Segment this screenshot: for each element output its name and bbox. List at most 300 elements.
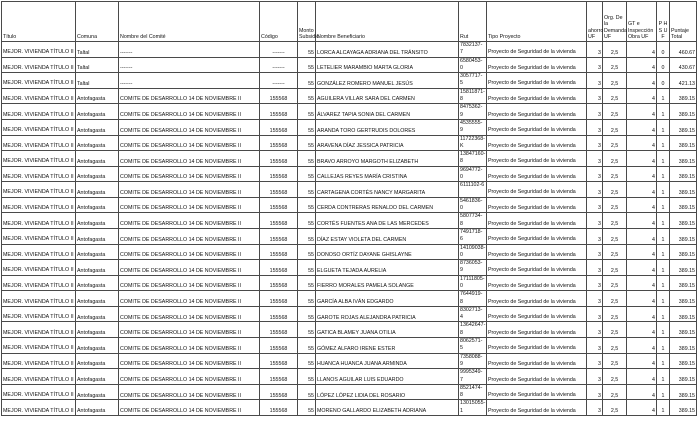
cell-rut: 13847160-8 xyxy=(460,151,486,165)
cell-org: 2,5 xyxy=(603,73,627,89)
cell-monto: 55 xyxy=(298,88,316,104)
table-row xyxy=(2,400,697,416)
cell-ahorro: 3 xyxy=(587,42,603,58)
cell-codigo: 155568 xyxy=(260,291,298,307)
cell-org: 2,5 xyxy=(603,291,627,307)
cell-org: 2,5 xyxy=(603,322,627,338)
cell-beneficiario: GARCÍA ALBA IVÁN EDGARDO xyxy=(316,291,459,307)
cell-org: 2,5 xyxy=(603,213,627,229)
cell-monto: 55 xyxy=(298,260,316,276)
cell-monto: 55 xyxy=(298,244,316,260)
cell-ahorro: 3 xyxy=(587,275,603,291)
cell-monto: 55 xyxy=(298,104,316,120)
cell-codigo: 155568 xyxy=(260,197,298,213)
cell-puntaje: 389.15 xyxy=(670,400,697,416)
beneficiaries-table xyxy=(1,1,697,416)
cell-ahorro: 3 xyxy=(587,104,603,120)
cell-ahorro: 3 xyxy=(587,400,603,416)
cell-gt: 4 xyxy=(627,213,657,229)
cell-phsuf: 1 xyxy=(657,353,670,369)
header-codigo: Código xyxy=(260,2,298,42)
table-row xyxy=(2,73,697,89)
cell-comuna: Antofagasta xyxy=(76,104,119,120)
cell-puntaje: 389.15 xyxy=(670,182,697,197)
cell-comuna: Antofagasta xyxy=(76,228,119,244)
cell-rut: 14109038-0 xyxy=(460,244,486,258)
cell-codigo: 155568 xyxy=(260,353,298,369)
cell-codigo: 155568 xyxy=(260,244,298,260)
cell-codigo: 155568 xyxy=(260,369,298,385)
cell-rut: 8302713-4 xyxy=(459,306,487,322)
cell-comite: COMITE DE DESARROLLO 14 DE NOVIEMBRE II xyxy=(119,213,260,229)
cell-org: 2,5 xyxy=(603,353,627,369)
cell-phsuf: 1 xyxy=(657,322,670,338)
cell-comite: COMITE DE DESARROLLO 14 DE NOVIEMBRE II xyxy=(119,151,260,167)
cell-comite: COMITE DE DESARROLLO 14 DE NOVIEMBRE II xyxy=(119,135,260,151)
table-row xyxy=(2,119,697,135)
table-row xyxy=(2,57,697,73)
cell-phsuf: 1 xyxy=(657,275,670,291)
cell-beneficiario: LORCA ALCAYAGA ADRIANA DEL TRÁNSITO xyxy=(316,42,459,58)
cell-phsuf: 1 xyxy=(657,151,670,167)
cell-puntaje: 389.15 xyxy=(670,244,697,260)
cell-monto: 55 xyxy=(298,119,316,135)
cell-rut: 7358088-9 xyxy=(459,353,487,369)
cell-titulo: MEJOR. VIVIENDA TÍTULO II xyxy=(2,42,76,58)
cell-monto: 55 xyxy=(298,197,316,213)
cell-tipo: Proyecto de Seguridad de la vivienda xyxy=(487,275,587,291)
cell-beneficiario: GATICA BLAMEY JUANA OTILIA xyxy=(316,322,459,338)
cell-ahorro: 3 xyxy=(587,151,603,167)
cell-phsuf: 1 xyxy=(657,166,670,182)
cell-codigo: 155568 xyxy=(260,228,298,244)
cell-comuna: Antofagasta xyxy=(76,306,119,322)
cell-puntaje: 389.15 xyxy=(670,338,697,354)
cell-monto: 55 xyxy=(298,42,316,58)
cell-tipo: Proyecto de Seguridad de la vivienda xyxy=(487,400,587,416)
cell-ahorro: 3 xyxy=(587,353,603,369)
cell-puntaje: 389.15 xyxy=(670,353,697,369)
cell-codigo: 155568 xyxy=(260,166,298,182)
cell-phsuf: 1 xyxy=(657,197,670,213)
cell-gt: 4 xyxy=(627,291,657,307)
cell-ahorro: 3 xyxy=(587,135,603,151)
cell-puntaje: 389.15 xyxy=(670,291,697,307)
cell-monto: 55 xyxy=(298,135,316,151)
cell-comuna: Antofagasta xyxy=(76,151,119,167)
cell-monto: 55 xyxy=(298,166,316,182)
cell-ahorro: 3 xyxy=(587,306,603,322)
cell-tipo: Proyecto de Seguridad de la vivienda xyxy=(487,228,587,244)
cell-puntaje: 389.15 xyxy=(670,369,697,385)
cell-codigo: 155568 xyxy=(260,400,298,416)
cell-tipo: Proyecto de Seguridad de la vivienda xyxy=(487,353,587,369)
cell-org: 2,5 xyxy=(603,400,627,416)
cell-tipo: Proyecto de Seguridad de la vivienda xyxy=(487,213,587,229)
cell-phsuf: 1 xyxy=(657,228,670,244)
cell-monto: 55 xyxy=(298,369,316,385)
cell-org: 2,5 xyxy=(603,135,627,151)
table-row xyxy=(2,228,697,244)
header-comuna: Comuna xyxy=(76,2,119,42)
cell-comite: COMITE DE DESARROLLO 14 DE NOVIEMBRE II xyxy=(119,166,260,182)
cell-rut: 8521474-8 xyxy=(459,384,487,400)
cell-tipo: Proyecto de Seguridad de la vivienda xyxy=(487,57,587,73)
cell-ahorro: 3 xyxy=(587,291,603,307)
cell-gt: 4 xyxy=(627,384,657,400)
cell-ahorro: 3 xyxy=(587,213,603,229)
header-rut: Rut xyxy=(459,2,487,42)
cell-codigo: 155568 xyxy=(260,213,298,229)
cell-monto: 55 xyxy=(298,306,316,322)
cell-beneficiario: LETELIER MARAMBIO MARTA GLORIA xyxy=(316,57,459,73)
cell-tipo: Proyecto de Seguridad de la vivienda xyxy=(487,73,587,89)
cell-org: 2,5 xyxy=(603,104,627,120)
cell-beneficiario: ÁLVAREZ TAPIA SONIA DEL CARMEN xyxy=(316,104,459,120)
cell-tipo: Proyecto de Seguridad de la vivienda xyxy=(487,244,587,260)
cell-ahorro: 3 xyxy=(587,119,603,135)
cell-tipo: Proyecto de Seguridad de la vivienda xyxy=(487,104,587,120)
cell-monto: 55 xyxy=(298,400,316,416)
cell-org: 2,5 xyxy=(603,384,627,400)
cell-puntaje: 389.15 xyxy=(670,135,697,151)
cell-monto: 55 xyxy=(298,151,316,167)
cell-phsuf: 1 xyxy=(657,135,670,151)
cell-beneficiario: ELGUETA TEJADA AURELIA xyxy=(316,260,459,276)
table-row xyxy=(2,275,697,291)
cell-rut: 13642647-8 xyxy=(460,322,486,336)
cell-comite: COMITE DE DESARROLLO 14 DE NOVIEMBRE II xyxy=(119,291,260,307)
cell-gt: 4 xyxy=(627,338,657,354)
cell-monto: 55 xyxy=(298,213,316,229)
cell-titulo: MEJOR. VIVIENDA TÍTULO II xyxy=(2,306,76,322)
cell-phsuf: 1 xyxy=(657,291,670,307)
cell-codigo: 155568 xyxy=(260,182,298,197)
cell-org: 2,5 xyxy=(603,88,627,104)
cell-comite: COMITE DE DESARROLLO 14 DE NOVIEMBRE II xyxy=(119,384,260,400)
cell-beneficiario: LÓPEZ LÓPEZ LIDIA DEL ROSARIO xyxy=(316,384,459,400)
cell-comite: COMITE DE DESARROLLO 14 DE NOVIEMBRE II xyxy=(119,400,260,416)
cell-org: 2,5 xyxy=(603,182,627,197)
cell-ahorro: 3 xyxy=(587,57,603,73)
cell-comite: COMITE DE DESARROLLO 14 DE NOVIEMBRE II xyxy=(119,353,260,369)
cell-monto: 55 xyxy=(298,73,316,89)
cell-comite: ------- xyxy=(119,57,260,73)
cell-ahorro: 3 xyxy=(587,182,603,197)
cell-titulo: MEJOR. VIVIENDA TÍTULO II xyxy=(2,197,76,213)
cell-comite: COMITE DE DESARROLLO 14 DE NOVIEMBRE II xyxy=(119,228,260,244)
cell-beneficiario: DONOSO ORTÍZ DAYANE GHISLAYNE xyxy=(316,244,459,260)
cell-org: 2,5 xyxy=(603,42,627,58)
cell-comite: COMITE DE DESARROLLO 14 DE NOVIEMBRE II xyxy=(119,119,260,135)
cell-titulo: MEJOR. VIVIENDA TÍTULO II xyxy=(2,228,76,244)
cell-rut: 8736053-9 xyxy=(459,260,487,276)
cell-titulo: MEJOR. VIVIENDA TÍTULO II xyxy=(2,291,76,307)
cell-tipo: Proyecto de Seguridad de la vivienda xyxy=(487,197,587,213)
cell-comite: ------- xyxy=(119,42,260,58)
cell-comuna: Antofagasta xyxy=(76,88,119,104)
cell-comite: COMITE DE DESARROLLO 14 DE NOVIEMBRE II xyxy=(119,260,260,276)
table-row xyxy=(2,88,697,104)
cell-puntaje: 389.15 xyxy=(670,197,697,213)
cell-puntaje: 389.15 xyxy=(670,151,697,167)
cell-tipo: Proyecto de Seguridad de la vivienda xyxy=(487,291,587,307)
cell-codigo: 155568 xyxy=(260,384,298,400)
cell-comuna: Antofagasta xyxy=(76,353,119,369)
header-phsuf: P H S U F xyxy=(657,2,670,42)
cell-gt: 4 xyxy=(627,119,657,135)
cell-rut: 5807734-8 xyxy=(459,213,487,229)
table-row xyxy=(2,166,697,182)
cell-ahorro: 3 xyxy=(587,197,603,213)
cell-gt: 4 xyxy=(627,197,657,213)
cell-comuna: Antofagasta xyxy=(76,182,119,197)
cell-comuna: Antofagasta xyxy=(76,322,119,338)
cell-monto: 55 xyxy=(298,182,316,197)
cell-beneficiario: AGUILERA VILLAR SARA DEL CARMEN xyxy=(316,88,459,104)
cell-gt: 4 xyxy=(627,275,657,291)
cell-comuna: Antofagasta xyxy=(76,338,119,354)
cell-puntaje: 389.15 xyxy=(670,119,697,135)
cell-tipo: Proyecto de Seguridad de la vivienda xyxy=(487,182,587,197)
cell-titulo: MEJOR. VIVIENDA TÍTULO II xyxy=(2,182,76,197)
table-row xyxy=(2,151,697,167)
cell-beneficiario: HUANCA HUANCA JUANA ARMINDA xyxy=(316,353,459,369)
cell-titulo: MEJOR. VIVIENDA TÍTULO II xyxy=(2,400,76,416)
cell-gt: 4 xyxy=(627,369,657,385)
cell-comite: COMITE DE DESARROLLO 14 DE NOVIEMBRE II xyxy=(119,182,260,197)
cell-puntaje: 430.67 xyxy=(670,57,697,73)
cell-tipo: Proyecto de Seguridad de la vivienda xyxy=(487,306,587,322)
cell-titulo: MEJOR. VIVIENDA TÍTULO II xyxy=(2,338,76,354)
cell-codigo: 155568 xyxy=(260,151,298,167)
cell-codigo: 155568 xyxy=(260,88,298,104)
cell-tipo: Proyecto de Seguridad de la vivienda xyxy=(487,119,587,135)
cell-comite: COMITE DE DESARROLLO 14 DE NOVIEMBRE II xyxy=(119,88,260,104)
cell-comite: COMITE DE DESARROLLO 14 DE NOVIEMBRE II xyxy=(119,338,260,354)
cell-ahorro: 3 xyxy=(587,338,603,354)
header-puntaje: Puntaje Total xyxy=(670,2,697,42)
cell-phsuf: 0 xyxy=(657,73,670,89)
cell-comuna: Antofagasta xyxy=(76,384,119,400)
cell-titulo: MEJOR. VIVIENDA TÍTULO II xyxy=(2,213,76,229)
beneficiaries-sheet xyxy=(1,1,697,416)
cell-puntaje: 389.15 xyxy=(670,260,697,276)
cell-org: 2,5 xyxy=(603,275,627,291)
cell-comuna: Antofagasta xyxy=(76,400,119,416)
cell-comuna: Taltal xyxy=(76,42,119,58)
cell-gt: 4 xyxy=(627,73,657,89)
cell-codigo: 155568 xyxy=(260,119,298,135)
cell-codigo: ------- xyxy=(260,73,298,89)
cell-beneficiario: GONZÁLEZ ROMERO MANUEL JESÚS xyxy=(316,73,459,89)
cell-beneficiario: CORTÉS FUENTES ANA DE LAS MERCEDES xyxy=(316,213,459,229)
cell-ahorro: 3 xyxy=(587,369,603,385)
table-row xyxy=(2,213,697,229)
table-row xyxy=(2,384,697,400)
cell-ahorro: 3 xyxy=(587,260,603,276)
cell-puntaje: 389.15 xyxy=(670,213,697,229)
cell-rut: 4535555-9 xyxy=(459,119,487,135)
cell-comite: COMITE DE DESARROLLO 14 DE NOVIEMBRE II xyxy=(119,244,260,260)
cell-comuna: Antofagasta xyxy=(76,166,119,182)
cell-beneficiario: DÍAZ ESTAY VIOLETA DEL CARMEN xyxy=(316,228,459,244)
cell-rut: 11722368-K xyxy=(460,135,485,149)
cell-gt: 4 xyxy=(627,260,657,276)
table-row xyxy=(2,135,697,151)
cell-rut: 8475362-9 xyxy=(459,104,487,120)
cell-phsuf: 1 xyxy=(657,182,670,197)
cell-codigo: 155568 xyxy=(260,135,298,151)
cell-comuna: Taltal xyxy=(76,57,119,73)
table-row xyxy=(2,353,697,369)
table-row xyxy=(2,322,697,338)
cell-beneficiario: GAROTE ROJAS ALEJANDRA PATRICIA xyxy=(316,306,459,322)
cell-gt: 4 xyxy=(627,182,657,197)
cell-beneficiario: LLANOS AGUILAR LUIS EDUARDO xyxy=(316,369,459,385)
cell-beneficiario: BRAVO ARROYO MARGOTH ELIZABETH xyxy=(316,151,459,167)
cell-puntaje: 421.13 xyxy=(670,73,697,89)
cell-titulo: MEJOR. VIVIENDA TÍTULO II xyxy=(2,119,76,135)
cell-beneficiario: ARANDA TORO GERTRUDIS DOLORES xyxy=(316,119,459,135)
cell-phsuf: 1 xyxy=(657,213,670,229)
cell-beneficiario: CERDA CONTRERAS RENALDO DEL CARMEN xyxy=(316,197,459,213)
header-org: Org. De la Demanda UF xyxy=(603,2,627,42)
cell-rut: 15811871-8 xyxy=(460,88,485,103)
cell-codigo: 155568 xyxy=(260,322,298,338)
header-comite: Nombre del Comité xyxy=(119,2,260,42)
cell-phsuf: 1 xyxy=(657,400,670,416)
cell-phsuf: 1 xyxy=(657,88,670,104)
cell-rut: 7644919-8 xyxy=(459,291,487,307)
cell-gt: 4 xyxy=(627,306,657,322)
cell-ahorro: 3 xyxy=(587,244,603,260)
cell-comuna: Antofagasta xyxy=(76,275,119,291)
cell-rut: 9995349-7 xyxy=(459,369,487,385)
cell-codigo: 155568 xyxy=(260,306,298,322)
cell-beneficiario: MORENO GALLARDO ELIZABETH ADRIANA xyxy=(316,400,459,416)
cell-org: 2,5 xyxy=(603,338,627,354)
table-row xyxy=(2,244,697,260)
cell-monto: 55 xyxy=(298,291,316,307)
cell-codigo: ------- xyxy=(260,57,298,73)
cell-monto: 55 xyxy=(298,353,316,369)
cell-gt: 4 xyxy=(627,135,657,151)
cell-tipo: Proyecto de Seguridad de la vivienda xyxy=(487,322,587,338)
cell-rut: 8062571-5 xyxy=(459,338,487,354)
header-tipo: Tipo Proyecto xyxy=(487,2,587,42)
cell-monto: 55 xyxy=(298,228,316,244)
cell-tipo: Proyecto de Seguridad de la vivienda xyxy=(487,42,587,58)
table-row xyxy=(2,104,697,120)
cell-gt: 4 xyxy=(627,151,657,167)
cell-rut: 6111102-6 xyxy=(459,182,487,197)
cell-org: 2,5 xyxy=(603,119,627,135)
cell-rut: 9694772-0 xyxy=(459,166,487,182)
cell-tipo: Proyecto de Seguridad de la vivienda xyxy=(487,88,587,104)
cell-puntaje: 389.15 xyxy=(670,306,697,322)
cell-comite: ------- xyxy=(119,73,260,89)
cell-comite: COMITE DE DESARROLLO 14 DE NOVIEMBRE II xyxy=(119,197,260,213)
cell-ahorro: 3 xyxy=(587,88,603,104)
cell-comuna: Taltal xyxy=(76,73,119,89)
header-ahorro: ahorro UF xyxy=(587,2,603,42)
cell-comite: COMITE DE DESARROLLO 14 DE NOVIEMBRE II xyxy=(119,306,260,322)
cell-phsuf: 1 xyxy=(657,369,670,385)
cell-beneficiario: GÓMEZ ALFARO IRENE ESTER xyxy=(316,338,459,354)
cell-phsuf: 1 xyxy=(657,306,670,322)
cell-rut: 17111805-0 xyxy=(460,275,485,289)
cell-titulo: MEJOR. VIVIENDA TÍTULO II xyxy=(2,135,76,151)
cell-gt: 4 xyxy=(627,322,657,338)
cell-puntaje: 389.15 xyxy=(670,166,697,182)
cell-phsuf: 0 xyxy=(657,42,670,58)
cell-tipo: Proyecto de Seguridad de la vivienda xyxy=(487,260,587,276)
cell-gt: 4 xyxy=(627,400,657,416)
cell-comite: COMITE DE DESARROLLO 14 DE NOVIEMBRE II xyxy=(119,369,260,385)
cell-comite: COMITE DE DESARROLLO 14 DE NOVIEMBRE II xyxy=(119,322,260,338)
cell-rut: 3057717-5 xyxy=(459,73,487,89)
cell-comuna: Antofagasta xyxy=(76,291,119,307)
table-row xyxy=(2,291,697,307)
cell-puntaje: 460.67 xyxy=(670,42,697,58)
cell-titulo: MEJOR. VIVIENDA TÍTULO II xyxy=(2,275,76,291)
cell-monto: 55 xyxy=(298,275,316,291)
cell-comite: COMITE DE DESARROLLO 14 DE NOVIEMBRE II xyxy=(119,104,260,120)
cell-titulo: MEJOR. VIVIENDA TÍTULO II xyxy=(2,88,76,104)
cell-rut: 7491718-6 xyxy=(459,228,487,244)
cell-beneficiario: CALLEJAS REYES MARÍA CRISTINA xyxy=(316,166,459,182)
cell-gt: 4 xyxy=(627,244,657,260)
table-row xyxy=(2,306,697,322)
cell-comite: COMITE DE DESARROLLO 14 DE NOVIEMBRE II xyxy=(119,275,260,291)
table-row xyxy=(2,338,697,354)
header-beneficiario: Nombre Beneficiario xyxy=(316,2,459,42)
cell-gt: 4 xyxy=(627,88,657,104)
cell-puntaje: 389.15 xyxy=(670,104,697,120)
cell-gt: 4 xyxy=(627,104,657,120)
cell-monto: 55 xyxy=(298,338,316,354)
cell-puntaje: 389.15 xyxy=(670,88,697,104)
cell-org: 2,5 xyxy=(603,369,627,385)
header-row xyxy=(2,2,697,42)
cell-tipo: Proyecto de Seguridad de la vivienda xyxy=(487,384,587,400)
table-row xyxy=(2,182,697,197)
cell-gt: 4 xyxy=(627,228,657,244)
cell-phsuf: 1 xyxy=(657,104,670,120)
cell-beneficiario: FIERRO MORALES PAMELA SOLANGE xyxy=(316,275,459,291)
cell-phsuf: 1 xyxy=(657,119,670,135)
cell-codigo: 155568 xyxy=(260,260,298,276)
cell-comuna: Antofagasta xyxy=(76,369,119,385)
cell-monto: 55 xyxy=(298,57,316,73)
cell-titulo: MEJOR. VIVIENDA TÍTULO II xyxy=(2,384,76,400)
cell-rut: 13015055-1 xyxy=(460,400,486,414)
cell-tipo: Proyecto de Seguridad de la vivienda xyxy=(487,338,587,354)
header-gt: GT e Inspección Obra UF xyxy=(627,2,657,42)
cell-gt: 4 xyxy=(627,353,657,369)
cell-phsuf: 1 xyxy=(657,338,670,354)
cell-tipo: Proyecto de Seguridad de la vivienda xyxy=(487,135,587,151)
cell-comuna: Antofagasta xyxy=(76,213,119,229)
cell-titulo: MEJOR. VIVIENDA TÍTULO II xyxy=(2,151,76,167)
cell-puntaje: 389.15 xyxy=(670,275,697,291)
cell-comuna: Antofagasta xyxy=(76,119,119,135)
cell-titulo: MEJOR. VIVIENDA TÍTULO II xyxy=(2,73,76,89)
cell-gt: 4 xyxy=(627,166,657,182)
table-row xyxy=(2,197,697,213)
cell-tipo: Proyecto de Seguridad de la vivienda xyxy=(487,369,587,385)
